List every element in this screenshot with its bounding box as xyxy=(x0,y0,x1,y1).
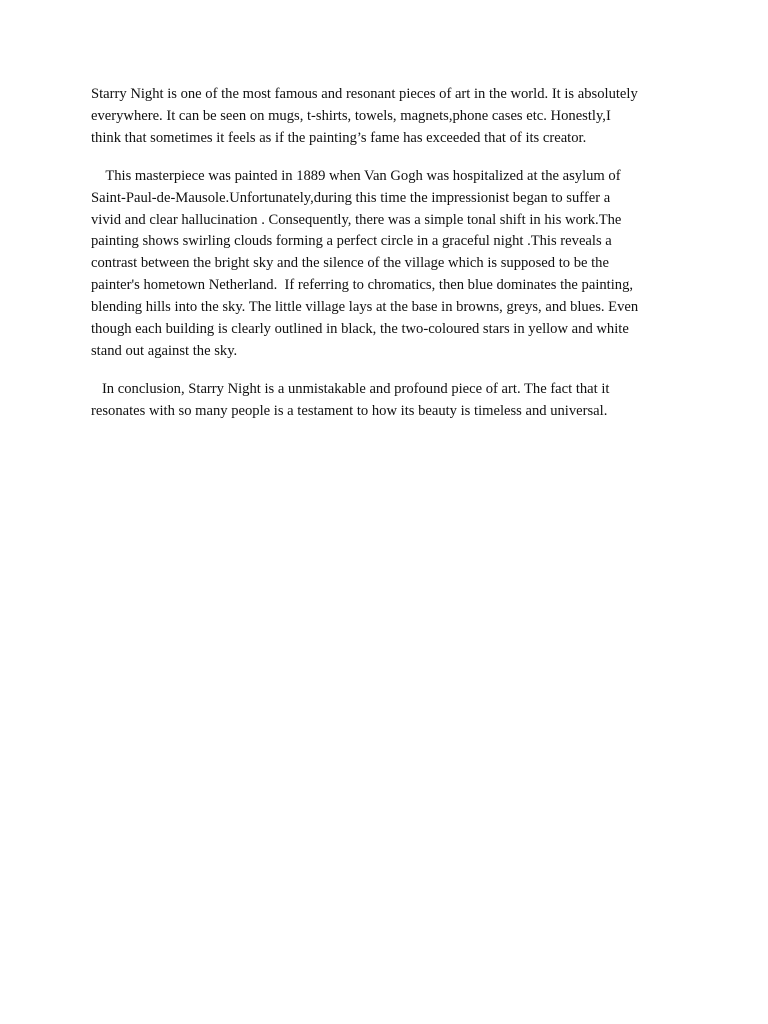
text-line: stand out against the sky. xyxy=(91,342,238,359)
text-line: In conclusion, Starry Night is a unmistakable and profound piece of art. The fact that it xyxy=(91,380,610,397)
paragraph-intro xyxy=(91,84,681,150)
text-line: everywhere. It can be seen on mugs, t-shirts, towels, magnets,phone cases etc. Honestly,I xyxy=(91,107,611,124)
document-body xyxy=(91,84,681,423)
text-line: resonates with so many people is a testament to how its beauty is timeless and universal. xyxy=(91,402,608,419)
text-line: painting shows swirling clouds forming a perfect circle in a graceful night .This reveals a xyxy=(91,233,612,250)
text-line: vivid and clear hallucination . Consequently, there was a simple tonal shift in his work.The xyxy=(91,211,622,228)
text-line: think that sometimes it feels as if the painting’s fame has exceeded that of its creator. xyxy=(91,129,587,146)
text-line: blending hills into the sky. The little village lays at the base in browns, greys, and blues. Even xyxy=(91,299,639,316)
text-line: Starry Night is one of the most famous and resonant pieces of art in the world. It is absolutely xyxy=(91,86,638,102)
text-line: contrast between the bright sky and the silence of the village which is supposed to be the xyxy=(91,255,609,272)
paragraph-conclusion xyxy=(91,379,681,423)
text-line: Saint-Paul-de-Mausole.Unfortunately,during this time the impressionist began to suffer a xyxy=(91,189,611,206)
text-line: though each building is clearly outlined in black, the two-coloured stars in yellow and white xyxy=(91,321,629,338)
text-line: This masterpiece was painted in 1889 when Van Gogh was hospitalized at the asylum of xyxy=(91,167,621,184)
text-line: painter's hometown Netherland. If referring to chromatics, then blue dominates the painting, xyxy=(91,277,634,294)
paragraph-body xyxy=(91,166,681,363)
